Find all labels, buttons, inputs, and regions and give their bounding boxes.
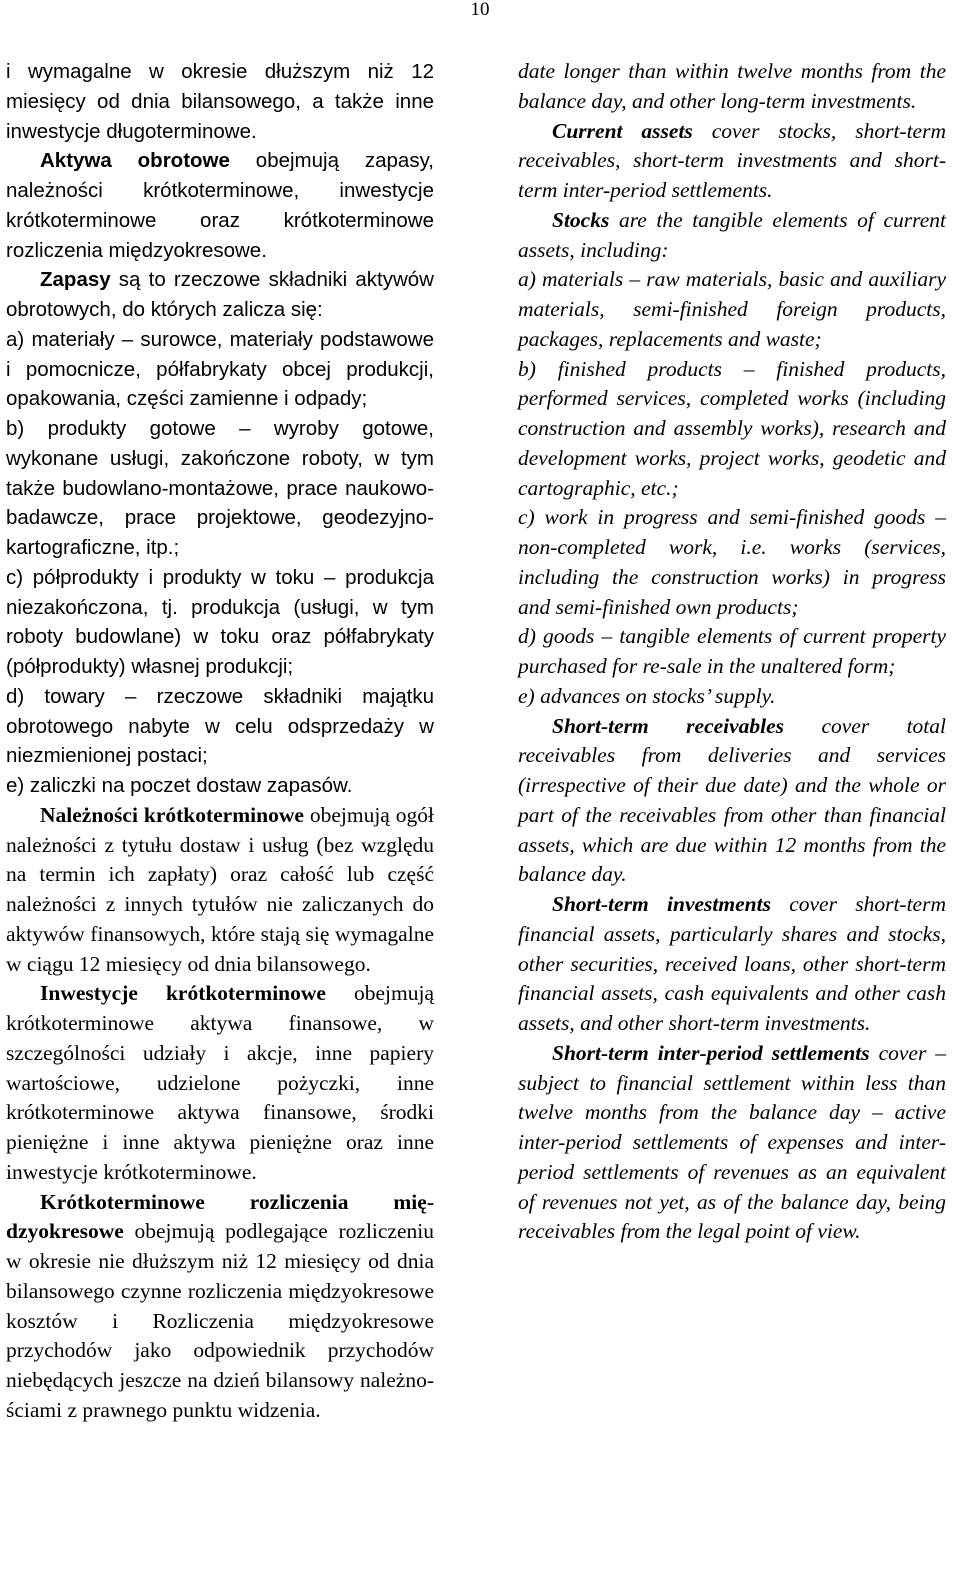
polish-text-settlements: obejmują podlegające rozliczeniu w okresie nie dłuższym niż 12 miesięcy od dnia bilansowego czynne rozliczenia międzyokresowe kosztów i Rozliczenia międzyokresowe przychodów jako odpowiednik przychodów niebędących jeszcze na dzień bilansowy należnościami z prawnego punktu widzenia. — [6, 1219, 434, 1422]
polish-text-current-assets: obejmują zapasy, należności krótkoterminowe, inwestycje krótkoterminowe oraz krótkoterminowe rozliczenia międzyokresowe. — [6, 149, 434, 262]
polish-paragraph-investments — [6, 979, 434, 1187]
polish-text-stocks: są to rzeczowe składniki aktywów obrotowych, do których zalicza się: — [6, 268, 434, 321]
polish-column — [6, 57, 434, 1426]
polish-term-settlements: Krótkoterminowe rozliczenia międzyokresowe — [6, 1189, 434, 1244]
page-number: 10 — [470, 0, 490, 20]
polish-term-stocks: Zapasy — [40, 268, 111, 292]
polish-paragraph-1: i wymagalne w okresie dłuższym niż 12 miesięcy od dnia bilansowego, a także inne inwestycje długoterminowe. — [6, 60, 434, 143]
english-list-item-a: a) materials – raw materials, basic and auxiliary materials, semi-finished foreign products, packages, replacements and waste; — [518, 267, 946, 351]
english-text-current-assets: cover stocks, short-term receivables, short-term investments and short-term inter-period settlements. — [518, 118, 946, 202]
english-paragraph-1: date longer than within twelve months from the balance day, and other long-term investments. — [518, 59, 946, 113]
english-paragraph-settlements — [518, 1039, 946, 1247]
polish-paragraph-receivables — [6, 801, 434, 980]
polish-list-item-c: c) półprodukty i produkty w toku – produkcja niezakończona, tj. produkcja (usługi, w tym roboty budowlane) w toku oraz półfabrykaty (półprodukty) własnej produkcji; — [6, 565, 434, 678]
english-text-investments: cover short-term financial assets, particularly shares and stocks, other securities, received loans, other short-term financial assets, cash equivalents and other cash assets, and other short-term investments. — [518, 892, 946, 1035]
english-term-settlements: Short-term inter-period settlements — [552, 1040, 870, 1065]
english-text-stocks: are the tangible elements of current assets, including: — [518, 207, 946, 262]
english-paragraph-current-assets — [518, 117, 946, 206]
english-term-stocks: Stocks — [552, 207, 610, 232]
english-list-item-c: c) work in progress and semi-finished goods – non-completed work, i.e. works (services, including the construction works) in progress and semi-finished own products; — [518, 505, 946, 619]
english-column — [518, 57, 946, 1247]
polish-list-item-b: b) produkty gotowe – wyroby gotowe, wykonane usługi, zakończone roboty, w tym także budowlano-montażowe, prace naukowo-badawcze, prace projektowe, geodezyjno-kartograficzne, itp.; — [6, 417, 434, 559]
english-paragraph-stocks — [518, 206, 946, 266]
polish-paragraph-settlements — [6, 1188, 434, 1426]
english-paragraph-receivables — [518, 712, 946, 891]
english-list-item-b: b) finished products – finished products, performed services, completed works (including construction and assembly works), research and development works, project works, geodetic and cartographic, etc.; — [518, 356, 946, 500]
polish-list-item-d: d) towary – rzeczowe składniki majątku obrotowego nabyte w celu odsprzedaży w niezmienionej postaci; — [6, 684, 434, 768]
english-text-settlements: cover – subject to financial settlement within less than twelve months from the balance day – active inter-period settlements of expenses and inter-period settlements of revenues as an equivalent of revenues not yet, as of the balance day, being receivables from the legal point of view. — [518, 1040, 946, 1244]
polish-term-current-assets: Aktywa obrotowe — [40, 149, 230, 173]
polish-term-investments: Inwestycje krótkoterminowe — [40, 981, 326, 1006]
polish-list-item-e: e) zaliczki na poczet dostaw zapasów. — [6, 774, 353, 797]
english-term-receivables: Short-term receivables — [552, 713, 785, 738]
polish-paragraph-current-assets — [6, 146, 434, 265]
english-list-item-e: e) advances on stocks’ supply. — [518, 683, 776, 708]
polish-paragraph-stocks — [6, 265, 434, 325]
english-text-receivables: cover total receivables from deliveries and services (irrespective of their due date) and the whole or part of the receivables from other than financial assets, which are due within 12 months from the balance day. — [518, 713, 946, 887]
polish-list-item-a: a) materiały – surowce, materiały podstawowe i pomocnicze, półfabrykaty obcej produkcji, opakowania, części zamienne i odpady; — [6, 327, 434, 411]
english-list-item-d: d) goods – tangible elements of current property purchased for re-sale in the unaltered form; — [518, 624, 946, 678]
english-term-current-assets: Current assets — [552, 118, 693, 143]
polish-text-receivables: obejmują ogół należności z tytułu dostaw i usług (bez względu na termin ich zapłaty) oraz całość lub część należności z innych tytułów nie zaliczanych do aktywów finansowych, które stają się wymagalne w ciągu 12 miesięcy od dnia bilansowego. — [6, 802, 434, 976]
polish-term-receivables: Należności krótkoterminowe — [40, 802, 304, 827]
english-paragraph-investments — [518, 890, 946, 1039]
polish-text-investments: obejmują krótkoterminowe aktywa finansowe, w szczególności udziały i akcje, inne papiery wartościowe, udzielone pożyczki, inne krótkoterminowe aktywa finansowe, środki pieniężne i inne aktywa pieniężne oraz inne inwestycje krótkoterminowe. — [6, 981, 434, 1184]
english-term-investments: Short-term investments — [552, 892, 771, 916]
